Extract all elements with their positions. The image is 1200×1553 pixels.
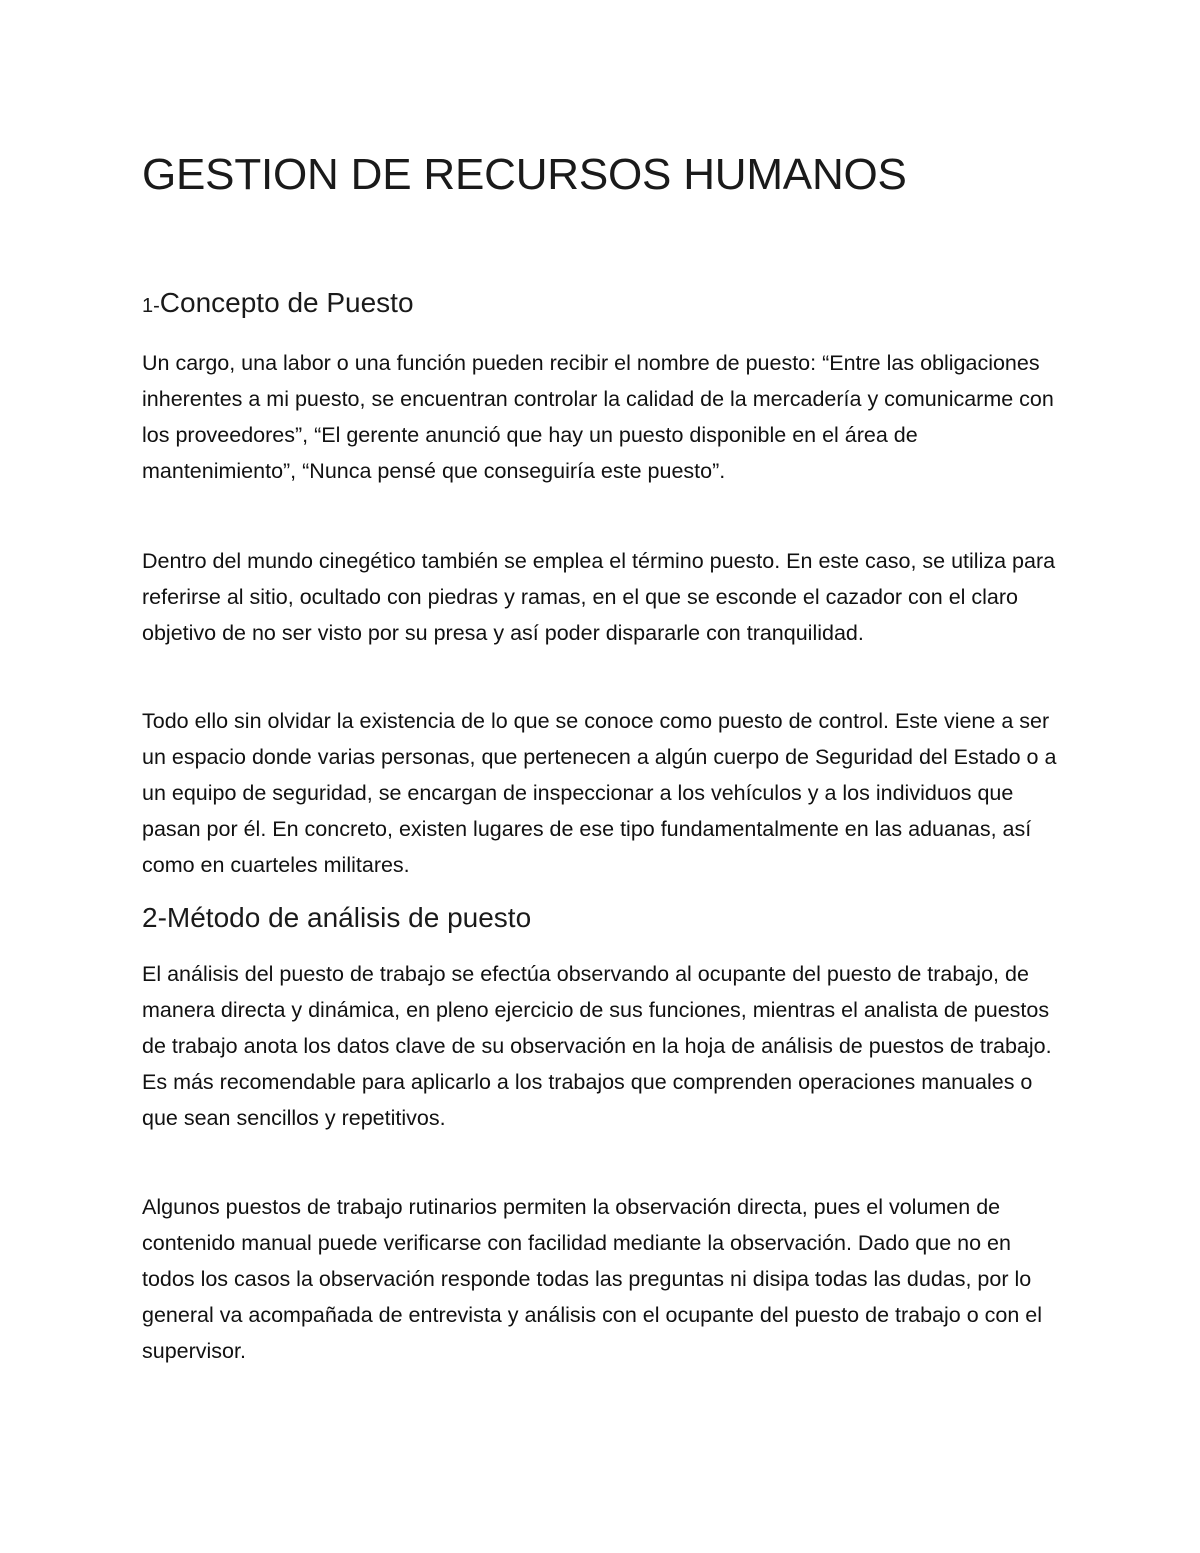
section-heading-text: Método de análisis de puesto xyxy=(166,902,532,933)
section-heading-metodo xyxy=(142,902,531,934)
paragraph-definicion-puesto: Un cargo, una labor o una función pueden recibir el nombre de puesto: “Entre las obligaciones inherentes a mi puesto, se encuentran controlar la calidad de la mercadería y comunicarme con los proveedores”, “El gerente anunció que hay un puesto disponible en el área de mantenimiento”, “Nunca pensé que conseguiría este puesto”. xyxy=(142,351,1054,483)
paragraph-mundo-cinegetico: Dentro del mundo cinegético también se emplea el término puesto. En este caso, se utiliza para referirse al sitio, ocultado con piedras y ramas, en el que se esconde el cazador con el claro objetivo de no ser visto por su presa y así poder dispararle con tranquilidad. xyxy=(142,549,1056,645)
paragraph-puestos-rutinarios: Algunos puestos de trabajo rutinarios permiten la observación directa, pues el volumen de contenido manual puede verificarse con facilidad mediante la observación. Dado que no en todos los casos la observación responde todas las preguntas ni disipa todas las dudas, por lo general va acompañada de entrevista y análisis con el ocupante del puesto de trabajo o con el supervisor. xyxy=(142,1195,1043,1363)
section-heading-concepto xyxy=(142,287,414,319)
paragraph-puesto-de-control: Todo ello sin olvidar la existencia de lo que se conoce como puesto de control. Este viene a ser un espacio donde varias personas, que pertenecen a algún cuerpo de Seguridad del Estado o a un equipo de seguridad, se encargan de inspeccionar a los vehículos y a los individuos que pasan por él. En concreto, existen lugares de ese tipo fundamentalmente en las aduanas, así como en cuarteles militares. xyxy=(142,709,1057,877)
document-title: GESTION DE RECURSOS HUMANOS xyxy=(142,150,907,199)
section-number: 1- xyxy=(142,295,160,317)
paragraph-analisis-observacion: El análisis del puesto de trabajo se efectúa observando al ocupante del puesto de trabajo, de manera directa y dinámica, en pleno ejercicio de sus funciones, mientras el analista de puestos de trabajo anota los datos clave de su observación en la hoja de análisis de puestos de trabajo. Es más recomendable para aplicarlo a los trabajos que comprenden operaciones manuales o que sean sencillos y repetitivos. xyxy=(142,962,1052,1130)
section-number: 2- xyxy=(142,902,167,933)
section-heading-text: Concepto de Puesto xyxy=(159,287,414,318)
